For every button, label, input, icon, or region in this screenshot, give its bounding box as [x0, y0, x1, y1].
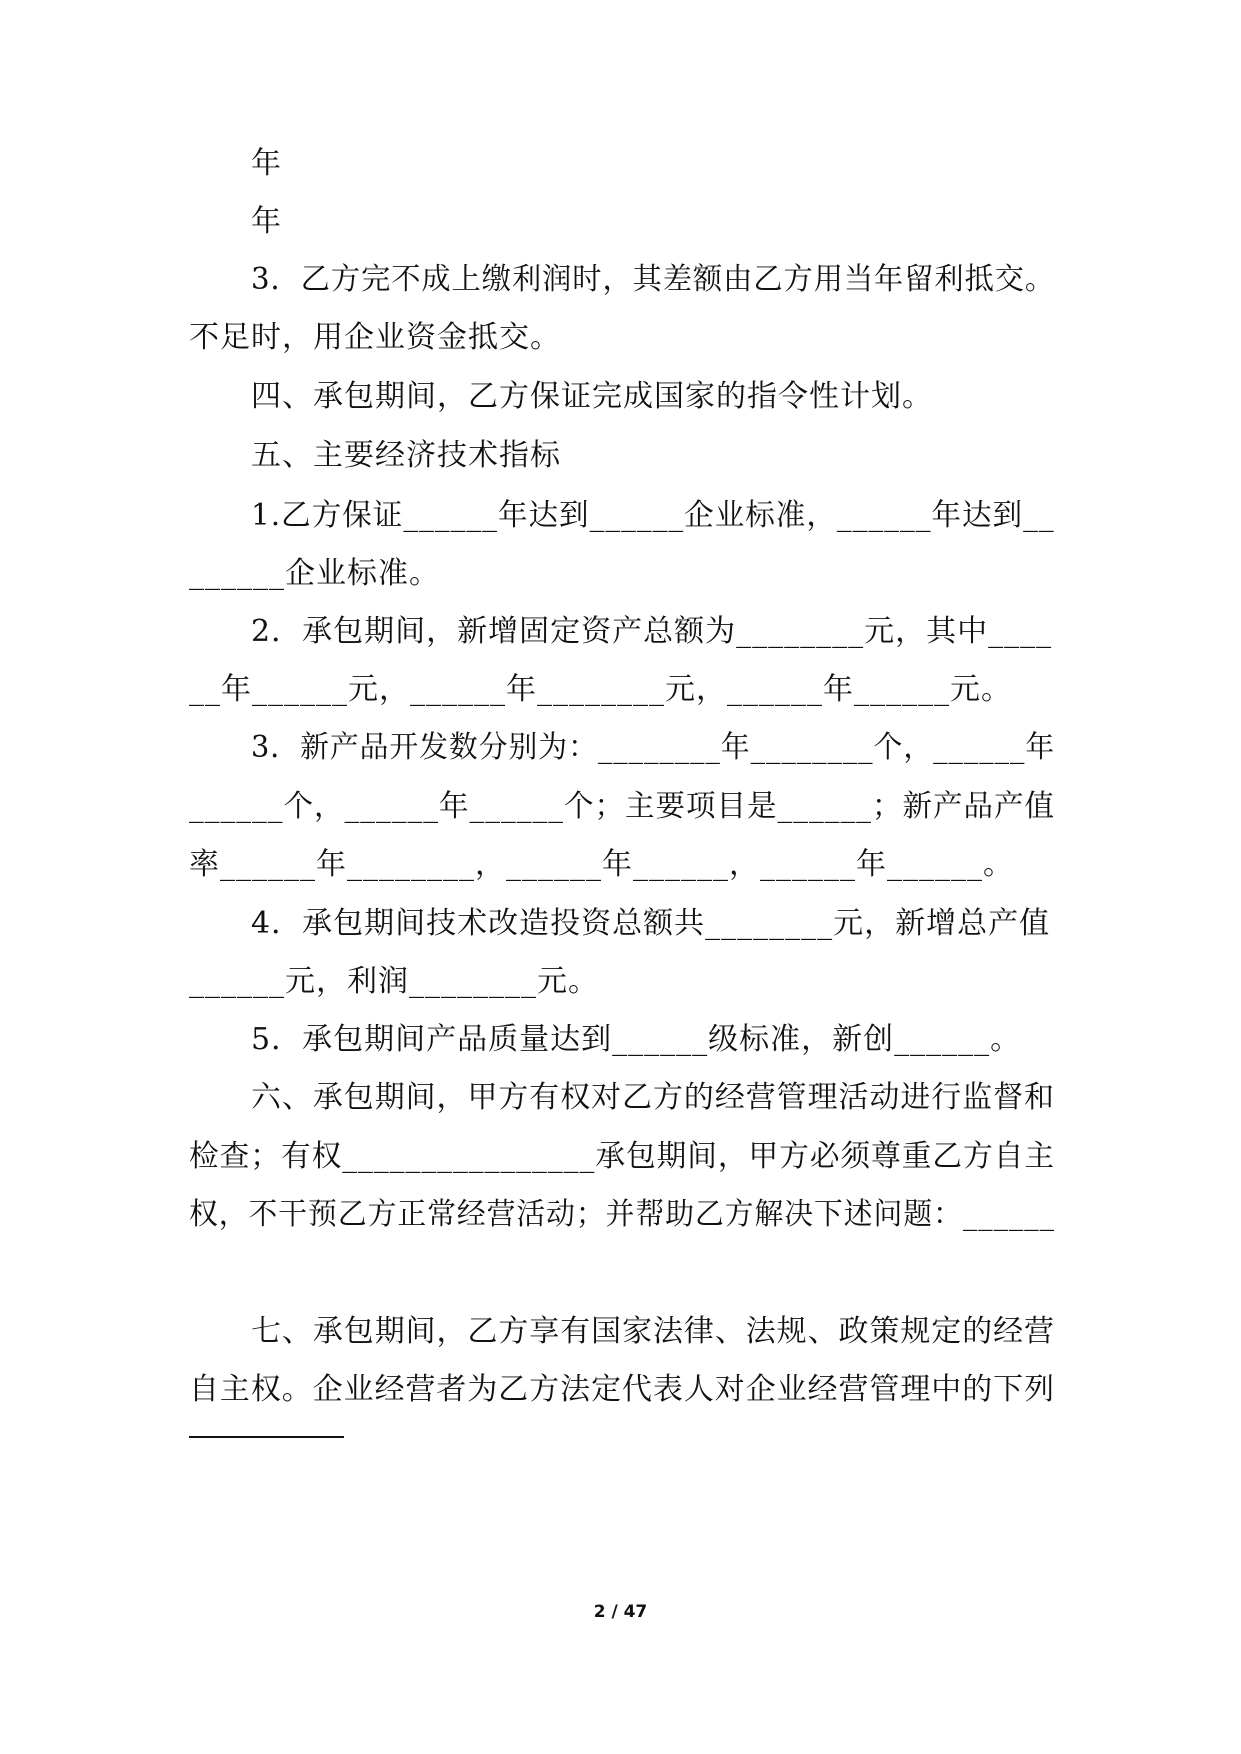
- item-1-continued: ______企业标准。: [189, 556, 440, 591]
- item-3-new-products: 3．新产品开发数分别为：________年________个，______年: [251, 730, 1056, 765]
- section-6-continued-1: 检查；有权________________承包期间，甲方必须尊重乙方自主: [189, 1139, 1056, 1174]
- item-2-continued: __年______元，______年________元，______年______元。: [189, 672, 1012, 707]
- section-6-continued-2: 权，不干预乙方正常经营活动；并帮助乙方解决下述问题：______: [189, 1197, 1056, 1232]
- page-number: 2 / 47: [593, 1602, 648, 1622]
- clause-3-profit-shortfall: 3．乙方完不成上缴利润时，其差额由乙方用当年留利抵交。: [251, 262, 1056, 297]
- clause-3-continued: 不足时，用企业资金抵交。: [189, 320, 561, 355]
- item-3-continued-1: ______个，______年______个；主要项目是______；新产品产值: [189, 789, 1056, 824]
- item-4-tech-investment: 4．承包期间技术改造投资总额共________元，新增总产值: [251, 906, 1051, 941]
- item-3-continued-2: 率______年________，______年______，______年______。: [189, 847, 1014, 882]
- item-4-continued: ______元，利润________元。: [189, 964, 599, 999]
- item-2-fixed-assets: 2．承包期间，新增固定资产总额为________元，其中____: [251, 614, 1053, 649]
- section-7-autonomy: 七、承包期间，乙方享有国家法律、法规、政策规定的经营: [251, 1314, 1055, 1349]
- item-5-quality: 5．承包期间产品质量达到______级标准，新创______。: [251, 1022, 1022, 1057]
- section-4-plan: 四、承包期间，乙方保证完成国家的指令性计划。: [251, 379, 933, 414]
- section-5-heading: 五、主要经济技术指标: [251, 438, 561, 473]
- text-line-year-1: 年: [251, 146, 282, 181]
- section-6-supervision: 六、承包期间，甲方有权对乙方的经营管理活动进行监督和: [251, 1080, 1055, 1115]
- blank-underline: [189, 1436, 344, 1438]
- section-7-continued: 自主权。企业经营者为乙方法定代表人对企业经营管理中的下列: [189, 1372, 1056, 1407]
- item-1-standards: 1.乙方保证______年达到______企业标准，______年达到__: [251, 498, 1055, 533]
- text-line-year-2: 年: [251, 204, 282, 239]
